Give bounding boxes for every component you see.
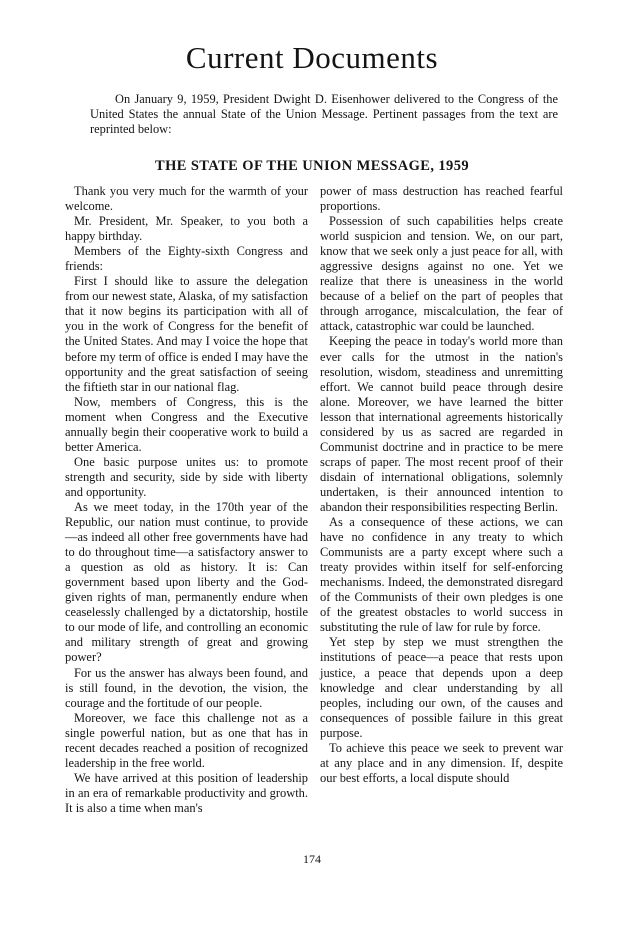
intro-paragraph: On January 9, 1959, President Dwight D. Eisenhower delivered to the Congress of the United States the annual State of the Union Message. Pertinent passages from the text are reprinted below: [90, 92, 558, 136]
paragraph: We have arrived at this position of leadership in an era of remarkable productivity and growth. It is also a time when man's [65, 770, 308, 815]
right-column [320, 184, 563, 786]
paragraph: Moreover, we face this challenge not as a single powerful nation, but as one that has in recent decades reached a position of recognized leadership in the free world. [65, 710, 308, 770]
paragraph: Now, members of Congress, this is the moment when Congress and the Executive annually begin their cooperative work to build a better America. [65, 394, 308, 454]
paragraph: Keeping the peace in today's world more than ever calls for the utmost in the nation's resolution, wisdom, steadiness and unremitting effort. We cannot build peace through desire alone. Moreover, we have learned the bitter lesson that international agreements historically considered by us as sacred are regarded in Communist doctrine and in practice to be mere scraps of paper. The most recent proof of their disdain of international obligations, solemnly undertaken, is their announced intention to abandon their responsibilities respecting Berlin. [320, 334, 563, 514]
left-column [65, 184, 308, 816]
paragraph: Members of the Eighty-sixth Congress and friends: [65, 244, 308, 274]
paragraph: One basic purpose unites us: to promote strength and security, side by side with liberty and opportunity. [65, 454, 308, 499]
section-heading: Current Documents [185, 40, 439, 75]
paragraph: As a consequence of these actions, we can have no confidence in any treaty to which Communists are a party except where such a treaty provides within itself for self-enforcing mechanisms. Indeed, the demonstrated disregard of the Communists of their own pledges is one of the greatest obstacles to world success in substituting the rule of law for rule by force. [320, 515, 563, 635]
paragraph: Thank you very much for the warmth of your welcome. [65, 184, 308, 214]
paragraph: Yet step by step we must strengthen the institutions of peace—a peace that rests upon justice, a peace that depends upon a deep knowledge and clear understanding by all peoples, including our own, of the causes and consequences of possible failure in this great purpose. [320, 635, 563, 740]
paragraph: Mr. President, Mr. Speaker, to you both a happy birthday. [65, 214, 308, 244]
paragraph-continued: power of mass destruction has reached fearful proportions. [320, 184, 563, 214]
paragraph: As we meet today, in the 170th year of the Republic, our nation must continue, to provide—as indeed all other free governments have had to do throughout time—a satisfactory answer to a question as old as history. It is: Can government based upon liberty and the God-given rights of man, permanently endure when ceaselessly challenged by a dictatorship, hostile to our mode of life, and controlling an economic and military strength of great and growing power? [65, 499, 308, 665]
paragraph: First I should like to assure the delegation from our newest state, Alaska, of my satisfaction that it now begins its participation with all of you in the work of Congress for the benefit of the United States. And may I voice the hope that before my term of office is ended I may have the opportunity and the great satisfaction of seeing the fiftieth star in our national flag. [65, 274, 308, 394]
paragraph: To achieve this peace we seek to prevent war at any place and in any dimension. If, despite our best efforts, a local dispute should [320, 740, 563, 785]
document-title: THE STATE OF THE UNION MESSAGE, 1959 [155, 158, 469, 174]
paragraph: Possession of such capabilities helps create world suspicion and tension. We, on our part, know that we seek only a just peace for all, with aggressive designs against no one. Yet we realize that there is uneasiness in the world because of a belief on the part of peoples that through arrogance, miscalculation, the fear of attack, catastrophic war could be launched. [320, 214, 563, 334]
page-number: 174 [303, 852, 321, 866]
paragraph: For us the answer has always been found, and is still found, in the devotion, the vision, the courage and the fortitude of our people. [65, 665, 308, 710]
